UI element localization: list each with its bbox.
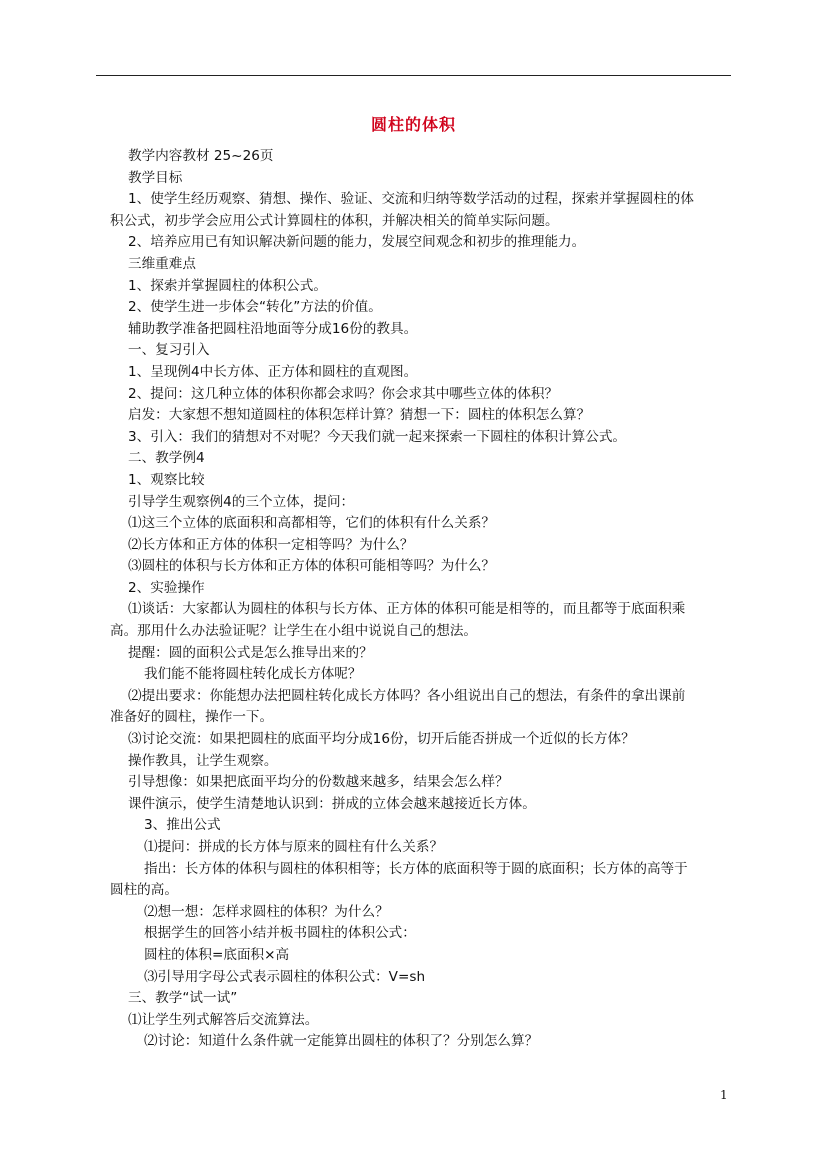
- text-line: 启发：大家想不想知道圆柱的体积怎样计算？猜想一下：圆柱的体积怎么算？: [128, 407, 591, 424]
- text-line: 圆柱的体积=底面积×高: [144, 946, 290, 963]
- text-line: ⑴谈话：大家都认为圆柱的体积与长方体、正方体的体积可能是相等的，而且都等于底面积乘: [128, 601, 686, 618]
- text-line: 2、培养应用已有知识解决新问题的能力，发展空间观念和初步的推理能力。: [128, 234, 586, 251]
- text-line: ⑵想一想：怎样求圆柱的体积？为什么？: [144, 903, 389, 920]
- page-number: 1: [720, 1088, 728, 1102]
- document-body: [110, 146, 730, 1053]
- text-line: 2、使学生进一步体会“转化”方法的价值。: [128, 299, 382, 316]
- text-line: ⑶讨论交流：如果把圆柱的底面平均分成16份，切开后能否拼成一个近似的长方体？: [128, 731, 635, 748]
- text-line: 我们能不能将圆柱转化成长方体呢？: [144, 666, 362, 683]
- text-line: 1、观察比较: [128, 471, 205, 488]
- text-line: 高。那用什么办法验证呢？让学生在小组中说说自己的想法。: [110, 623, 478, 640]
- text-line: 操作教具，让学生观察。: [128, 752, 278, 769]
- text-line: 提醒：圆的面积公式是怎么推导出来的？: [128, 644, 373, 661]
- text-line: 1、呈现例4中长方体、正方体和圆柱的直观图。: [128, 363, 418, 380]
- text-line: 教学目标: [128, 169, 183, 186]
- text-line: 2、实验操作: [128, 579, 205, 596]
- text-line: 1、探索并掌握圆柱的体积公式。: [128, 277, 327, 294]
- text-line: 辅助教学准备把圆柱沿地面等分成16份的教具。: [128, 320, 418, 337]
- text-line: 课件演示，使学生清楚地认识到：拼成的立体会越来越接近长方体。: [128, 795, 536, 812]
- text-line: 一、复习引入: [128, 342, 210, 359]
- text-line: 2、提问：这几种立体的体积你都会求吗？你会求其中哪些立体的体积？: [128, 385, 559, 402]
- text-line: 三、教学“试一试”: [128, 990, 238, 1007]
- text-line: ⑴这三个立体的底面积和高都相等，它们的体积有什么关系？: [128, 515, 496, 532]
- text-line: ⑶引导用字母公式表示圆柱的体积公式：V=sh: [144, 968, 426, 985]
- text-line: ⑵长方体和正方体的体积一定相等吗？为什么？: [128, 536, 414, 553]
- text-line: 指出：长方体的体积与圆柱的体积相等；长方体的底面积等于圆的底面积；长方体的高等于: [144, 860, 688, 877]
- text-line: ⑵讨论：知道什么条件就一定能算出圆柱的体积了？分别怎么算？: [144, 1033, 539, 1050]
- text-line: ⑶圆柱的体积与长方体和正方体的体积可能相等吗？为什么？: [128, 558, 496, 575]
- text-line: 三维重难点: [128, 255, 196, 272]
- text-line: 引导学生观察例4的三个立体，提问：: [128, 493, 355, 510]
- text-line: 1、使学生经历观察、猜想、操作、验证、交流和归纳等数学活动的过程，探索并掌握圆柱的体: [128, 191, 694, 208]
- text-line: 教学内容教材 25~26页: [128, 148, 274, 164]
- text-line: 根据学生的回答小结并板书圆柱的体积公式：: [144, 925, 416, 942]
- text-line: 二、教学例4: [128, 450, 205, 467]
- text-line: 准备好的圆柱，操作一下。: [110, 709, 274, 726]
- text-line: ⑴让学生列式解答后交流算法。: [128, 1011, 319, 1028]
- text-line: 积公式，初步学会应用公式计算圆柱的体积，并解决相关的简单实际问题。: [110, 212, 559, 229]
- text-line: ⑵提出要求：你能想办法把圆柱转化成长方体吗？各小组说出自己的想法，有条件的拿出课前: [128, 687, 686, 704]
- text-line: ⑴提问：拼成的长方体与原来的圆柱有什么关系？: [144, 839, 444, 855]
- text-line: 圆柱的高。: [110, 882, 178, 899]
- document-title: 圆柱的体积: [370, 115, 456, 134]
- text-line: 3、推出公式: [144, 817, 221, 834]
- text-line: 引导想像：如果把底面平均分的份数越来越多，结果会怎么样？: [128, 774, 509, 791]
- text-line: 3、引入：我们的猜想对不对呢？今天我们就一起来探索一下圆柱的体积计算公式。: [128, 428, 627, 445]
- header-rule: [96, 75, 731, 76]
